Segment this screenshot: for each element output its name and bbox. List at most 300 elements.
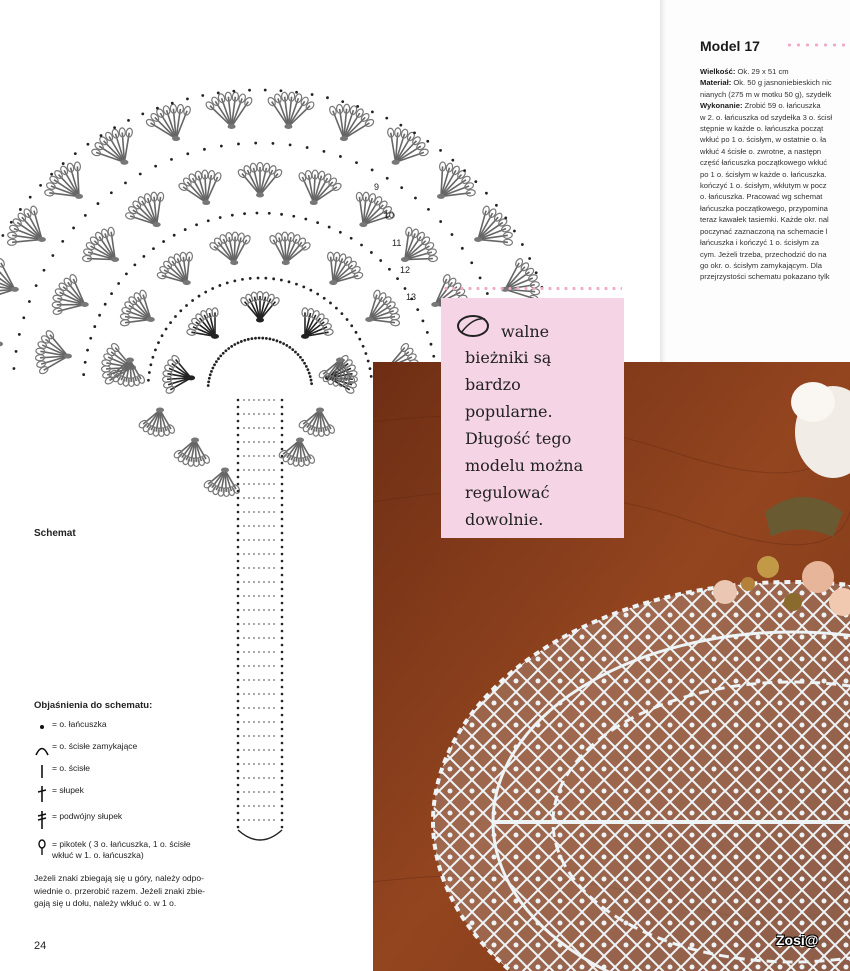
legend-row-chain [34, 719, 244, 741]
fan-motif [298, 170, 343, 205]
chain-dot [281, 721, 284, 724]
legend-text: = podwójny słupek [52, 811, 123, 821]
fan-base [256, 318, 264, 323]
chain-dot [237, 476, 240, 479]
chain-dot [254, 337, 257, 340]
chain-dot [237, 609, 240, 612]
chain-dot [281, 812, 284, 815]
chain-dot [29, 196, 32, 199]
chain-dot [264, 277, 267, 280]
chain-dot [272, 338, 275, 341]
legend-text-line: wkłuć w 1. o. łańcuszka) [52, 850, 144, 860]
fan-motif [145, 104, 191, 141]
chain-dot [98, 314, 101, 317]
fan-motif [301, 308, 334, 339]
chain-dot [237, 406, 240, 409]
chain-dot [521, 243, 524, 246]
chain-dot [173, 234, 176, 237]
fan-motif [173, 438, 211, 467]
material-label: Materiał: [700, 78, 732, 88]
chain-dot [364, 352, 367, 355]
chain-dot [281, 581, 284, 584]
chain-dot [113, 126, 116, 129]
chain-dot [269, 338, 272, 341]
chain-dot [341, 312, 344, 315]
chain-dot [281, 763, 284, 766]
chain-dot [356, 105, 359, 108]
chain-dot [281, 784, 284, 787]
fan-motif [7, 205, 46, 245]
chain-dot [350, 237, 353, 240]
callout-line: walne [501, 322, 550, 341]
text-line: przejrzystości schematu pokazano tylk [700, 272, 830, 282]
legend-row-double-treble [34, 811, 244, 839]
picot-mark [0, 257, 6, 268]
chain-dot [264, 89, 267, 92]
chain-dot [350, 324, 353, 327]
chain-dot [43, 269, 46, 272]
chain-dot [191, 299, 194, 302]
chain-dot [219, 354, 222, 357]
fan-base [284, 124, 292, 129]
chain-dot [237, 483, 240, 486]
chain-dot [127, 119, 130, 122]
chain-dot [237, 504, 240, 507]
chain-dot [295, 283, 298, 286]
fan-motif [157, 252, 193, 285]
fan-base [437, 194, 445, 199]
chain-dot [281, 609, 284, 612]
chain-dot [237, 679, 240, 682]
fan-base [38, 237, 46, 242]
chain-dot [249, 277, 252, 280]
chain-dot [316, 221, 319, 224]
chain-dot [237, 143, 240, 146]
chain-dot [148, 371, 151, 374]
chain-dot [346, 318, 349, 321]
chain-dot [10, 221, 13, 224]
chain-dot [276, 339, 279, 342]
fan-motif [237, 163, 283, 198]
chain-dot [93, 325, 96, 328]
chain-dot [386, 177, 389, 180]
chain-dot [61, 240, 64, 243]
chain-dot [404, 287, 407, 290]
chain-dot [171, 102, 174, 105]
chain-dot [461, 247, 464, 250]
chain-dot [281, 735, 284, 738]
chain-dot [237, 602, 240, 605]
fan-motif [205, 92, 254, 129]
chain-dot [281, 658, 284, 661]
chain-dot [210, 370, 213, 373]
chain-dot [281, 462, 284, 465]
chain-dot [281, 651, 284, 654]
chain-dot [281, 441, 284, 444]
legend-row-slip [34, 741, 244, 763]
chain-dot [280, 279, 283, 282]
diagram-caption: Schemat [34, 528, 76, 539]
fan-motif [267, 92, 316, 129]
chain-dot [281, 819, 284, 822]
fan-base [153, 222, 161, 227]
chain-dot [304, 218, 307, 221]
chain-dot [237, 560, 240, 563]
leaf-drop-cap-icon [455, 313, 491, 339]
chain-dot [281, 826, 284, 829]
chain-dot [215, 360, 218, 363]
chain-dot [281, 630, 284, 633]
chain-dot [281, 644, 284, 647]
watermark: Zosi@ [776, 932, 819, 948]
picot-icon [34, 839, 52, 857]
chain-dot [203, 148, 206, 151]
chain-dot [22, 316, 25, 319]
chain-dot [213, 363, 216, 366]
chain-dot [281, 714, 284, 717]
fan-base [81, 302, 89, 307]
text-line: poczynać zaznaczoną na schemacie l [700, 226, 828, 236]
fan-base [431, 302, 439, 307]
chain-dot [18, 333, 21, 336]
fan-base [228, 124, 236, 129]
legend-row-picot [34, 839, 244, 869]
fan-base [230, 260, 238, 265]
chain-dot [306, 146, 309, 149]
chain-dot [19, 208, 22, 211]
chain-dot [288, 346, 291, 349]
fan-base [316, 408, 324, 413]
chain-dot [237, 658, 240, 661]
treble-icon [34, 785, 52, 803]
chain-dot [339, 231, 342, 234]
method-value: Zrobić 59 o. łańcuszka [742, 101, 821, 111]
chain-dot [237, 581, 240, 584]
chain-dot [39, 184, 42, 187]
chain-dot [291, 348, 294, 351]
chain-dot [451, 159, 454, 162]
fan-motif [125, 192, 164, 227]
chain-dot [305, 365, 308, 368]
chain-dot [370, 251, 373, 254]
chain-dot [268, 212, 271, 215]
chain-dot [256, 212, 259, 215]
chain-dot [51, 254, 54, 257]
chain-dot [309, 289, 312, 292]
legend-text: = o. ścisłe zamykające [52, 741, 138, 751]
chain-dot [301, 359, 304, 362]
chain-dot [281, 406, 284, 409]
text-line [700, 66, 850, 77]
legend-text: = o. łańcuszka [52, 719, 107, 729]
fan-base [336, 358, 344, 363]
chain-dot [371, 169, 374, 172]
chain-dot [265, 337, 268, 340]
chain-dot [237, 665, 240, 668]
chain-dot [169, 321, 172, 324]
chain-dot [479, 276, 482, 279]
chain-dot [254, 142, 257, 145]
chain-dot [281, 497, 284, 500]
chain-dot [310, 379, 313, 382]
chain-dot [233, 279, 236, 282]
chain-dot [371, 110, 374, 113]
chain-dot [110, 191, 113, 194]
chain-dot [281, 805, 284, 808]
picot-mark [127, 205, 138, 215]
chain-dot [416, 308, 419, 311]
chain-dot [156, 107, 159, 110]
fan-base [111, 257, 119, 262]
chain-dot [426, 331, 429, 334]
chain-dot [161, 334, 164, 337]
chain-dot [74, 152, 77, 155]
chain-dot [237, 469, 240, 472]
text-line: wkłuć po 1 o. ścisłym, w ostatnie o. ła [700, 135, 827, 145]
fan-base [11, 287, 19, 292]
chain-dot [237, 448, 240, 451]
chain-dot [281, 623, 284, 626]
chain-dot [217, 92, 220, 95]
chain-dot [237, 553, 240, 556]
fan-motif [52, 274, 89, 316]
chain-dot [281, 560, 284, 563]
fan-motif [138, 408, 176, 437]
chain-dot [237, 532, 240, 535]
text-line: część łańcuszka początkowego wkłuć [700, 158, 828, 168]
chain-dot [174, 315, 177, 318]
legend-title: Objaśnienia do schematu: [34, 700, 153, 711]
fan-motif [186, 308, 219, 339]
chain-dot [237, 644, 240, 647]
chain-dot [323, 150, 326, 153]
chain-dot [281, 791, 284, 794]
chain-dot [13, 367, 16, 370]
chain-dot [495, 204, 498, 207]
fan-base [301, 334, 309, 339]
chain-dot [306, 368, 309, 371]
instructions-column [700, 66, 850, 283]
chain-dot [281, 770, 284, 773]
callout-line: bieżniki są [465, 348, 552, 367]
chain-dot [281, 553, 284, 556]
chain-dot [1, 234, 4, 237]
chain-dot [87, 143, 90, 146]
chain-dot [233, 343, 236, 346]
pull-quote-box [441, 298, 624, 538]
fan-motif [91, 128, 133, 165]
fan-motif [162, 354, 195, 395]
chain-dot [154, 165, 157, 168]
chain-dot [335, 307, 338, 310]
fan-base [365, 317, 373, 322]
chain-dot [316, 293, 319, 296]
chain-dot [413, 131, 416, 134]
chain-dot [427, 208, 430, 211]
chain-dot [297, 353, 300, 356]
chain-dot [237, 630, 240, 633]
method-label: Wykonanie: [700, 101, 743, 111]
chain-dot [281, 700, 284, 703]
text-line: łańcuszka i kończyć 1 o. ścisłym za [700, 238, 820, 248]
chain-dot [237, 588, 240, 591]
chain-dot [308, 372, 311, 375]
chain-dot [358, 338, 361, 341]
chain-dot [237, 455, 240, 458]
chain-dot [257, 277, 260, 280]
chain-dot [208, 377, 211, 380]
chain-dot [281, 749, 284, 752]
legend-text: = słupek [52, 785, 84, 795]
chain-dot [281, 756, 284, 759]
chain-dot [281, 595, 284, 598]
single-crochet-icon [34, 763, 52, 781]
chain-dot [217, 357, 220, 360]
chain-dot [281, 490, 284, 493]
chain-dot [323, 297, 326, 300]
text-line: w 2. o. łańcuszka od szydełka 3 o. ścisł [700, 112, 833, 122]
chain-dot [281, 693, 284, 696]
chain-dot [211, 367, 214, 370]
fan-motif [203, 468, 241, 497]
chain-dot [62, 162, 65, 165]
chain-dot [218, 284, 221, 287]
chain-dot [50, 173, 53, 176]
chain-dot [170, 158, 173, 161]
chain-dot [463, 169, 466, 172]
chain-dot [272, 142, 275, 145]
chain-dot [237, 616, 240, 619]
chain-dot [243, 212, 246, 215]
chain-dot [281, 672, 284, 675]
chain-dot [179, 309, 182, 312]
fan-base [147, 317, 155, 322]
round-label: 12 [400, 265, 411, 275]
model-title: Model 17 [700, 38, 760, 54]
picot-mark [353, 271, 363, 279]
chain-dot [311, 93, 314, 96]
chain-dot [355, 161, 358, 164]
chain-dot [439, 149, 442, 152]
chain-dot [295, 91, 298, 94]
chain-dot [224, 349, 227, 352]
chain-dot [237, 525, 240, 528]
fan-base [120, 160, 128, 165]
chain-dot [281, 602, 284, 605]
chain-dot [237, 574, 240, 577]
chain-dot [89, 337, 92, 340]
fan-motif [474, 205, 513, 245]
chain-dot [237, 518, 240, 521]
chain-dot [104, 303, 107, 306]
chain-dot [400, 186, 403, 189]
chain-dot [339, 155, 342, 158]
chain-dot [451, 233, 454, 236]
fan-motif [0, 257, 19, 302]
chain-dot [86, 349, 89, 352]
chain-dot [237, 672, 240, 675]
chain-dot [141, 112, 144, 115]
chain-dot [186, 152, 189, 155]
chain-dot [154, 348, 157, 351]
chain-dot [281, 728, 284, 731]
round-label: 11 [392, 238, 402, 248]
fan-base [392, 160, 400, 165]
size-value: Ok. 29 x 51 cm [735, 67, 789, 76]
chain-dot [231, 214, 234, 217]
fan-base [183, 280, 191, 285]
note-line: Jeżeli znaki zbiegają się u góry, należy odpo- [34, 873, 204, 883]
double-treble-icon [34, 811, 52, 829]
fan-motif [328, 104, 374, 141]
chain-dot [195, 223, 198, 226]
text-line: kończyć 1 o. ścisłym, wkłutym w pocz [700, 181, 827, 191]
chain-dot [222, 352, 225, 355]
chain-dot [198, 295, 201, 298]
fan-base [75, 194, 83, 199]
chain-dot [97, 202, 100, 205]
callout-line: Długość tego [465, 429, 572, 448]
chain-dot [125, 272, 128, 275]
chain-stitch-icon [34, 719, 52, 737]
fan-base [221, 468, 229, 473]
chain-dot [151, 356, 154, 359]
round-label: 13 [406, 292, 417, 302]
chain-dot [232, 90, 235, 93]
chain-dot [219, 216, 222, 219]
chain-dot [430, 343, 433, 346]
chain-dot [294, 351, 297, 354]
fan-motif [437, 162, 476, 199]
chain-dot [309, 375, 312, 378]
chain-dot [367, 360, 370, 363]
chain-dot [247, 338, 250, 341]
fan-base [296, 438, 304, 443]
chain-dot [162, 240, 165, 243]
chain-dot [237, 341, 240, 344]
chain-dot [281, 539, 284, 542]
chain-dot [207, 219, 210, 222]
decorative-dots [442, 286, 622, 291]
chain-dot [326, 96, 329, 99]
material-value: Ok. 50 g jasnoniebieskich nic [731, 78, 832, 88]
fan-base [329, 280, 337, 285]
chain-dot [28, 300, 31, 303]
chain-dot [281, 742, 284, 745]
fan-motif [365, 289, 400, 326]
chain-dot [396, 277, 399, 280]
chain-dot [261, 337, 264, 340]
chain-dot [369, 367, 372, 370]
chain-dot [281, 399, 284, 402]
chain-dot [439, 220, 442, 223]
fan-motif [83, 227, 120, 262]
chain-dot [72, 227, 75, 230]
text-line [700, 100, 850, 111]
fan-motif [401, 227, 438, 262]
chain-dot [230, 345, 233, 348]
callout-line: modelu można [465, 456, 584, 475]
chain-dot [310, 382, 313, 385]
text-line: o. łańcuszka. Pracować wg schemat [700, 192, 823, 202]
chain-dot [15, 350, 18, 353]
chain-dot [207, 384, 210, 387]
note-line: gają się u dołu, należy wkłuć o. w 1 o. [34, 898, 177, 908]
fan-base [126, 358, 134, 363]
fan-motif [327, 252, 363, 285]
fan-base [0, 341, 3, 346]
chain-dot [414, 197, 417, 200]
